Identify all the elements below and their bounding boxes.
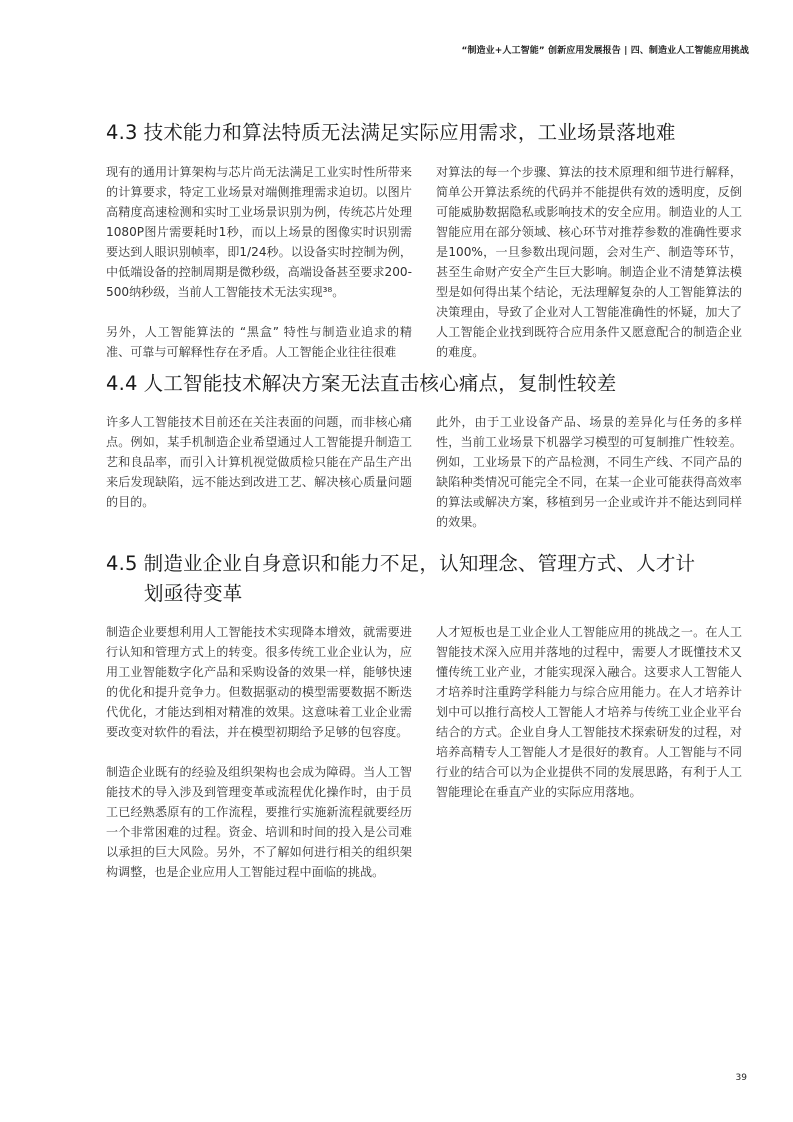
section-4-4-left-column [106,412,412,512]
paragraph: 对算法的每一个步骤、算法的技术原理和细节进行解释，简单公开算法系统的代码并不能提供有效的透明度，反倒可能威胁数据隐私或影响技术的安全应用。制造业的人工智能应用在部分领域、核心环节对推荐参数的准确性要求是100%，一旦参数出现问题，会对生产、制造等环节，甚至生命财产安全产生巨大影响。制造企业不清楚算法模型是如何得出某个结论，无法理解复杂的人工智能算法的决策理由，导致了企业对人工智能准确性的怀疑，加大了人工智能企业找到既符合应用条件又愿意配合的制造企业的难度。 [436,165,742,359]
section-4-5-left-column [106,622,412,882]
section-number: 4.4 [106,372,138,395]
paragraph: 许多人工智能技术目前还在关注表面的问题，而非核心痛点。例如，某手机制造企业希望通过人工智能提升制造工艺和良品率，而引入计算机视觉做质检只能在产品生产出来后发现缺陷，远不能达到改进工艺、解决核心质量问题的目的。 [106,415,412,509]
section-title-line2: 划亟待变革 [144,582,243,605]
section-heading-4-3 [106,118,756,148]
section-4-3-left-column [106,162,412,362]
paragraph: 另外，人工智能算法的 “黑盒” 特性与制造业追求的精准、可靠与可解释性存在矛盾。人工智能企业往往很难 [106,325,412,359]
paragraph: 人才短板也是工业企业人工智能应用的挑战之一。在人工智能技术深入应用并落地的过程中，需要人才既懂技术又懂传统工业产业，才能实现深入融合。这要求人工智能人才培养时注重跨学科能力与综合应用能力。在人才培养计划中可以推行高校人工智能人才培养与传统工业企业平台结合的方式。企业自身人工智能技术探索研发的过程，对培养高精专人工智能人才是很好的教育。人工智能与不同行业的结合可以为企业提供不同的发展思路，有利于人工智能理论在垂直产业的实际应用落地。 [436,625,742,799]
section-number: 4.5 [106,552,138,575]
paragraph: 此外，由于工业设备产品、场景的差异化与任务的多样性，当前工业场景下机器学习模型的可复制推广性较差。例如，工业场景下的产品检测，不同生产线、不同产品的缺陷种类情况可能完全不同，在某一企业可能获得高效率的算法或解决方案，移植到另一企业或许并不能达到同样的效果。 [436,415,742,529]
section-heading-4-4 [106,369,756,399]
page-number: 39 [735,1073,747,1083]
paragraph: 制造企业要想利用人工智能技术实现降本增效，就需要进行认知和管理方式上的转变。很多传统工业企业认为，应用工业智能数字化产品和采购设备的效果一样，能够快速的优化和提升竞争力。但数据驱动的模型需要数据不断迭代优化，才能达到相对精准的效果。这意味着工业企业需要改变对软件的看法，并在模型初期给予足够的包容度。 [106,625,412,739]
running-header: “制造业+人工智能” 创新应用发展报告 | 四、制造业人工智能应用挑战 [461,46,749,56]
section-heading-4-5 [106,549,756,609]
paragraph: 制造企业既有的经验及组织架构也会成为障碍。当人工智能技术的导入涉及到管理变革或流程优化操作时，由于员工已经熟悉原有的工作流程，要推行实施新流程就要经历一个非常困难的过程。资金、培训和时间的投入是公司难以承担的巨大风险。另外，不了解如何进行相关的组织架构调整，也是企业应用人工智能过程中面临的挑战。 [106,765,412,879]
section-4-4-right-column [436,412,742,532]
section-4-3-right-column [436,162,742,362]
paragraph: 现有的通用计算架构与芯片尚无法满足工业实时性所带来的计算要求，特定工业场景对端侧推理需求迫切。以图片高精度高速检测和实时工业场景识别为例，传统芯片处理1080P图片需要耗时1秒，而以上场景的图像实时识别需要达到人眼识别帧率，即1/24秒。以设备实时控制为例，中低端设备的控制周期是微秒级，高端设备甚至要求200-500纳秒级，当前人工智能技术无法实现³⁸。 [106,165,412,299]
section-title-line1: 制造业企业自身意识和能力不足，认知理念、管理方式、人才计 [143,552,696,575]
section-number: 4.3 [106,121,138,144]
section-title: 人工智能技术解决方案无法直击核心痛点，复制性较差 [143,372,617,395]
section-title: 技术能力和算法特质无法满足实际应用需求，工业场景落地难 [143,121,676,144]
section-4-5-right-column [436,622,742,802]
